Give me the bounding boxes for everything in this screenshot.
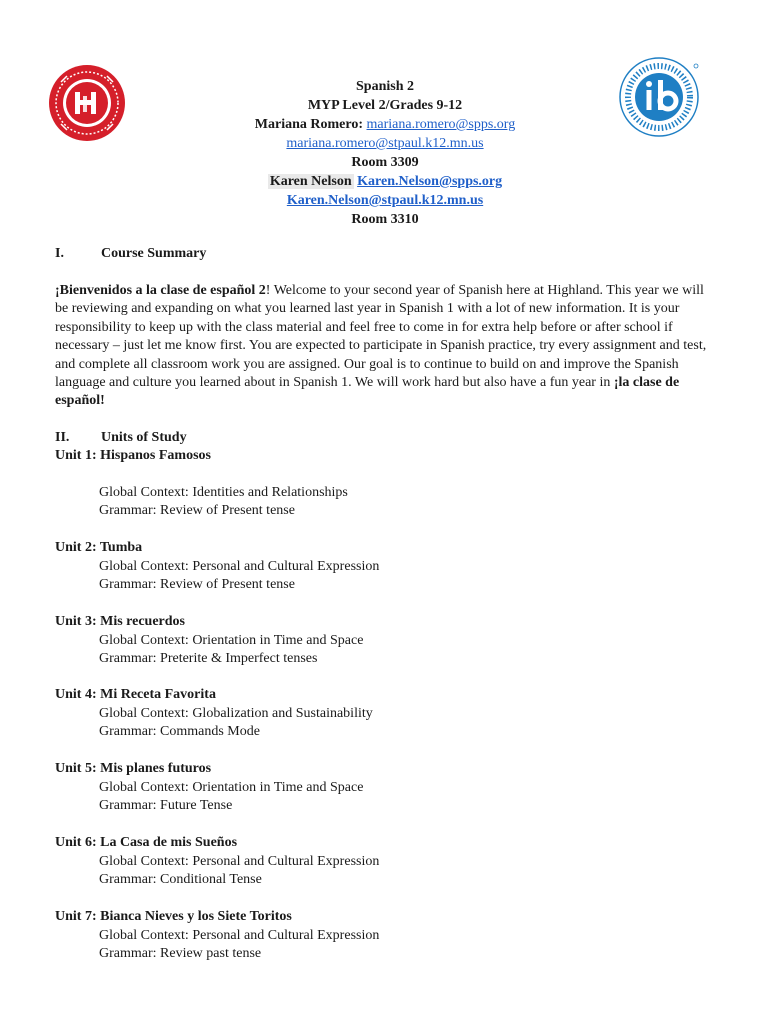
section-number: II.: [55, 430, 70, 445]
unit-title: Unit 6: La Casa de mis Sueños: [55, 835, 238, 850]
ib-logo-icon: [618, 56, 700, 138]
unit-grammar: Grammar: Preterite & Imperfect tenses: [99, 651, 318, 666]
document-header: [160, 77, 610, 229]
unit-title: Unit 3: Mis recuerdos: [55, 614, 185, 629]
closing-phrase: ¡la clase de español!: [55, 375, 680, 409]
unit-context: Global Context: Globalization and Sustainability: [99, 705, 373, 721]
unit-block: [55, 908, 715, 964]
teacher2-email-link[interactable]: Karen.Nelson@spps.org: [357, 174, 503, 189]
unit-context: Global Context: Personal and Cultural Expression: [99, 927, 380, 943]
unit-grammar: Grammar: Future Tense: [99, 798, 233, 813]
unit-title: Unit 2: Tumba: [55, 540, 143, 555]
unit-context: Global Context: Identities and Relationships: [99, 484, 348, 500]
teacher1-email-link[interactable]: mariana.romero@spps.org: [366, 117, 516, 132]
unit-grammar: Grammar: Commands Mode: [99, 724, 260, 739]
unit-title: Unit 4: Mi Receta Favorita: [55, 687, 216, 702]
teacher1-email2-link[interactable]: mariana.romero@stpaul.k12.mn.us: [286, 136, 484, 151]
section-course-summary-heading: [55, 245, 206, 263]
unit-grammar: Grammar: Review of Present tense: [99, 503, 295, 518]
unit-context: Global Context: Personal and Cultural Expression: [99, 853, 380, 869]
unit-grammar: Grammar: Review of Present tense: [99, 577, 295, 592]
welcome-phrase: ¡Bienvenidos a la clase de español 2: [55, 283, 266, 298]
teacher2-line: [160, 172, 610, 191]
unit-block: [55, 686, 715, 742]
teacher1-name: Mariana Romero:: [254, 117, 363, 132]
unit-title: Unit 7: Bianca Nieves y los Siete Toritos: [55, 909, 292, 924]
unit-context: Global Context: Orientation in Time and Space: [99, 632, 364, 648]
course-title: Spanish 2: [356, 79, 414, 94]
unit-block: [55, 834, 715, 890]
section-number: I.: [55, 246, 64, 261]
teacher2-email2-link[interactable]: Karen.Nelson@stpaul.k12.mn.us: [286, 193, 484, 208]
teacher2-room: Room 3310: [351, 212, 419, 227]
section-title: Course Summary: [101, 246, 207, 261]
school-seal-icon: [47, 62, 127, 144]
unit-block: [55, 539, 715, 595]
unit-context: Global Context: Orientation in Time and Space: [99, 779, 364, 795]
section-units-heading: [55, 429, 187, 447]
unit-block: [55, 613, 715, 669]
teacher1-line: [160, 115, 610, 134]
teacher2-name: Karen Nelson: [269, 174, 352, 189]
teacher1-room: Room 3309: [351, 155, 419, 170]
unit-block: [55, 447, 715, 521]
unit-title: Unit 1: Hispanos Famosos: [55, 448, 211, 463]
course-summary-paragraph: [55, 282, 715, 411]
unit-context: Global Context: Personal and Cultural Expression: [99, 558, 380, 574]
course-level: MYP Level 2/Grades 9-12: [307, 98, 463, 113]
unit-grammar: Grammar: Conditional Tense: [99, 872, 262, 887]
summary-body: ! Welcome to your second year of Spanish here at Highland. This year we will be reviewing and expanding on what you learned last year in Spanish 1 with a lot of new information. It is your responsibility to keep up with the class material and feel free to come in for extra help before or after school if necessary – just let me know first. You are expected to participate in Spanish practice, try every assignment and test, and complete all classroom work you are assigned. Our goal is to continue to build on and improve the Spanish language and culture you learned about in Spanish 1. We will work hard but also have a fun year in: [55, 283, 707, 391]
unit-block: [55, 760, 715, 816]
unit-title: Unit 5: Mis planes futuros: [55, 761, 212, 776]
unit-grammar: Grammar: Review past tense: [99, 946, 262, 961]
section-title: Units of Study: [101, 430, 187, 445]
